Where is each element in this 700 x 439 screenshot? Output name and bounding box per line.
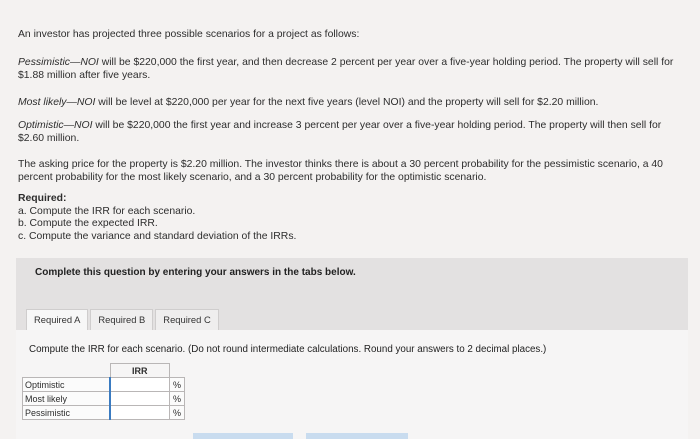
table-row xyxy=(23,406,185,420)
table-corner xyxy=(23,364,111,378)
pessimistic-label: Pessimistic—NOI xyxy=(18,57,99,68)
percent-unit: % xyxy=(170,378,185,392)
next-button[interactable] xyxy=(306,433,408,439)
irr-table xyxy=(22,363,185,420)
tab-required-a[interactable]: Required A xyxy=(26,309,88,330)
table-unit-header xyxy=(170,364,185,378)
tab-bar xyxy=(26,309,221,329)
table-row xyxy=(23,378,185,392)
required-heading: Required: xyxy=(18,193,67,204)
pessimistic-text: will be $220,000 the first year, and then decrease 2 percent per year over a five-year holding period. The property will sell for $1.88 million after five years. xyxy=(18,57,674,81)
likely-text: will be level at $220,000 per year for the next five years (level NOI) and the property will sell for $2.20 million. xyxy=(95,97,599,108)
optimistic-scenario xyxy=(18,120,688,145)
intro-text: An investor has projected three possible scenarios for a project as follows: xyxy=(18,29,360,40)
requirement-c: c. Compute the variance and standard deviation of the IRRs. xyxy=(18,230,297,242)
irr-input-most-likely[interactable] xyxy=(110,392,170,406)
prev-button[interactable] xyxy=(193,433,293,439)
row-label-most-likely: Most likely xyxy=(23,392,111,406)
optimistic-text: will be $220,000 the first year and increase 3 percent per year over a five-year holding period. The property will then sell for $2.60 million. xyxy=(18,120,662,144)
percent-unit: % xyxy=(170,392,185,406)
percent-unit: % xyxy=(170,406,185,420)
row-label-optimistic: Optimistic xyxy=(23,378,111,392)
row-label-pessimistic: Pessimistic xyxy=(23,406,111,420)
irr-input-optimistic[interactable] xyxy=(110,378,170,392)
optimistic-label: Optimistic—NOI xyxy=(18,120,93,131)
panel-title: Complete this question by entering your answers in the tabs below. xyxy=(35,267,356,278)
requirement-b: b. Compute the expected IRR. xyxy=(18,218,158,229)
tab-required-b[interactable]: Required B xyxy=(90,309,153,330)
irr-input-pessimistic[interactable] xyxy=(110,406,170,420)
requirement-a: a. Compute the IRR for each scenario. xyxy=(18,205,196,217)
irr-header: IRR xyxy=(110,364,170,378)
table-row xyxy=(23,392,185,406)
tab-required-c[interactable]: Required C xyxy=(155,309,218,330)
requirements xyxy=(18,193,296,243)
likely-label: Most likely—NOI xyxy=(18,97,96,108)
asking-price-text: The asking price for the property is $2.20 million. The investor thinks there is about a 30 percent probability for the pessimistic scenario, a 40 percent probability for the most likely scenario, and a 30 percent probability for the optimistic scenario. xyxy=(18,159,663,183)
likely-scenario xyxy=(18,97,688,110)
pessimistic-scenario xyxy=(18,57,688,82)
instruction-text: Compute the IRR for each scenario. (Do not round intermediate calculations. Round your answers to 2 decimal places.) xyxy=(29,344,547,355)
